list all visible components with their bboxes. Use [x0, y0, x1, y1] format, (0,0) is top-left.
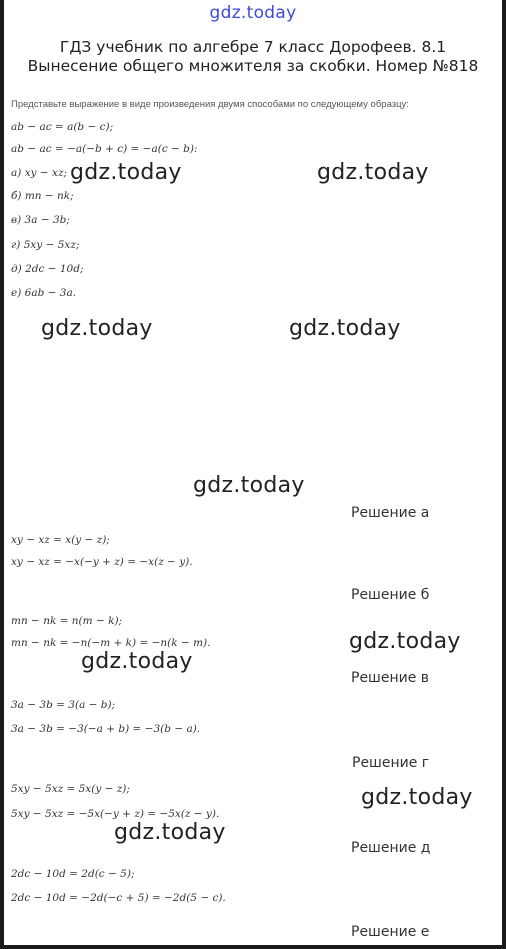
solution-heading-e: Решение е	[351, 924, 430, 940]
watermark: gdz.today	[70, 160, 182, 185]
solution-line: 2dc − 10d = 2d(c − 5);	[11, 868, 135, 880]
solution-heading-a: Решение а	[351, 505, 430, 521]
solution-heading-d: Решение д	[351, 840, 431, 856]
solution-line: 5xy − 5xz = 5x(y − z);	[11, 783, 130, 795]
page-title: ГДЗ учебник по алгебре 7 класс Дорофеев. 8.1 Вынесение общего множителя за скобки. Номер №818	[27, 38, 479, 75]
watermark: gdz.today	[361, 785, 473, 810]
site-logo[interactable]: gdz.today	[209, 3, 297, 23]
task-item-a: а) xy − xz;	[11, 167, 68, 179]
solution-line: 3a − 3b = 3(a − b);	[11, 699, 116, 711]
watermark: gdz.today	[289, 316, 401, 341]
solution-line: mn − nk = n(m − k);	[11, 615, 123, 627]
task-intro: Представьте выражение в виде произведения двумя способами по следующему образцу:	[11, 99, 409, 110]
task-item-b: б) mn − nk;	[11, 190, 74, 202]
window-frame-right	[502, 0, 506, 949]
task-item-d: д) 2dc − 10d;	[11, 263, 84, 275]
task-item-v: в) 3a − 3b;	[11, 214, 70, 226]
watermark: gdz.today	[317, 160, 429, 185]
solution-heading-g: Решение г	[352, 755, 430, 771]
watermark: gdz.today	[81, 649, 193, 674]
task-item-g: г) 5xy − 5xz;	[11, 239, 80, 251]
window-frame-bottom	[0, 945, 506, 949]
solution-line: 5xy − 5xz = −5x(−y + z) = −5x(z − y).	[11, 808, 220, 820]
watermark: gdz.today	[193, 473, 305, 498]
solution-line: xy − xz = x(y − z);	[11, 534, 110, 546]
example-line: ab − ac = a(b − c);	[11, 121, 114, 133]
watermark: gdz.today	[349, 629, 461, 654]
solution-line: xy − xz = −x(−y + z) = −x(z − y).	[11, 556, 193, 568]
solution-heading-b: Решение б	[351, 587, 430, 603]
watermark: gdz.today	[41, 316, 153, 341]
task-item-e: е) 6ab − 3a.	[11, 287, 77, 299]
solution-heading-v: Решение в	[351, 670, 430, 686]
watermark: gdz.today	[114, 820, 226, 845]
example-line: ab − ac = −a(−b + c) = −a(c − b):	[11, 143, 198, 155]
solution-line: mn − nk = −n(−m + k) = −n(k − m).	[11, 637, 211, 649]
window-frame-left	[0, 0, 4, 949]
solution-line: 3a − 3b = −3(−a + b) = −3(b − a).	[11, 723, 201, 735]
solution-line: 2dc − 10d = −2d(−c + 5) = −2d(5 − c).	[11, 892, 226, 904]
